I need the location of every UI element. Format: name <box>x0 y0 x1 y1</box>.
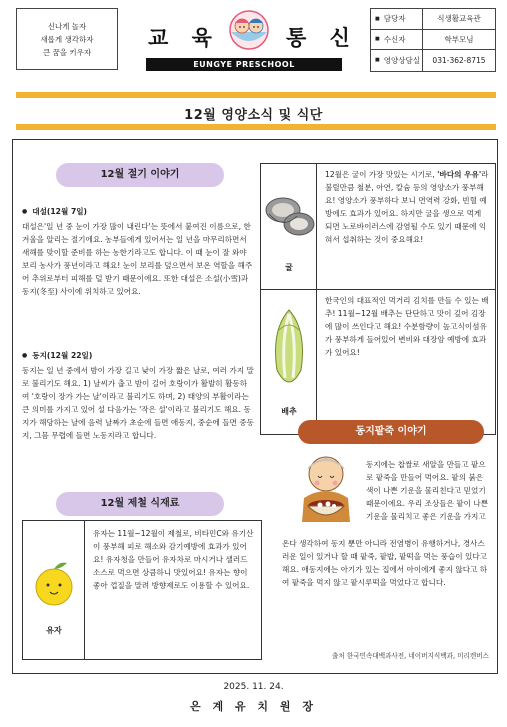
info-key: 수신자 <box>383 34 406 44</box>
highlighted-phrase: '바다의 우유' <box>437 170 482 179</box>
info-key: 담당자 <box>383 14 406 24</box>
info-value: 031-362-8715 <box>432 55 486 65</box>
info-row <box>371 50 495 71</box>
info-row <box>371 9 495 30</box>
issue-date: 2025. 11. 24. <box>223 682 284 692</box>
square-bullet-icon: ■ <box>375 36 380 43</box>
masthead-title-left: 교 육 <box>148 25 220 50</box>
top-accent-stripe <box>16 92 496 98</box>
motto-line-2: 새롭게 생각하자 <box>40 34 94 44</box>
seasonal-ingredient-heading: 12월 제철 식재료 <box>56 492 224 516</box>
seasonal-terms-heading: 12월 절기 이야기 <box>56 163 224 187</box>
newsletter-title: 12월 영양소식 및 식단 <box>184 108 323 123</box>
yuja-citron-icon <box>23 521 85 661</box>
newsletter-masthead <box>128 8 368 70</box>
masthead-title-right: 통 신 <box>286 25 358 50</box>
info-row <box>371 30 495 51</box>
contact-info-table <box>370 8 496 72</box>
food-info-table <box>260 163 496 435</box>
principal-signature: 은 계 유 치 원 장 <box>190 700 317 713</box>
motto-box <box>16 8 118 70</box>
term-text: 동지는 일 년 중에서 밤이 가장 길고 낮이 가장 짧은 날로, 여러 가지 말로 불리기도 해요. 1) 날씨가 춥고 밤이 길어 호랑이가 활발히 활동하여 '호랑이 장가 가는 날'이라고 불리기도 하며, 2) 태양의 부활이라는 큰 의미를 가지고 있어 설 다음가는 '작은 설'이라고 불리기도 해요. 동지가 해당하는 날에 음력 날짜가 초순에 들면 애동지, 중순에 들면 중동지, 그믐 무렵에 들면 노동지라고 합니다. <box>22 366 254 440</box>
food-text: 12월은 굴이 가장 맛있는 시기로, '바다의 우유'라 불릴만큼 철분, 아연, 칼슘 등의 영양소가 풍부해요! 영양소가 풍부하다 보니 면역력 강화, 빈혈 예방에도 효과가 있어요. 하지만 굴을 생으로 먹게 되면 노로바이러스에 감염될 수도 있기 때문에 익혀서 섭취하는 것이 중요해요! <box>325 170 489 244</box>
food-row-cabbage <box>261 290 495 436</box>
source-credit: 출처 한국민속대백과사전, 네이버지식백과, 미리캔버스 <box>332 652 489 660</box>
info-value: 식생활교육관 <box>437 14 481 24</box>
food-text: 한국인의 대표적인 먹거리 김치를 만들 수 있는 배추! 11월~12월 배추는 단단하고 맛이 깊어 김장에 많이 쓰인다고 해요! 수분함량이 높고식이섬유가 풍부하게 들어있어 변비와 대장암 예방에 효과가 있어요! <box>325 296 489 357</box>
porridge-text: 온다 생각하여 동지 뿐만 아니라 전염병이 유행하거나, 경사스러운 일이 있거나 할 때 팥죽, 팥밥, 팥떡을 먹는 풍습이 있다고 해요. 애동지에는 아기가 있는 집에서 아이에게 좋지 않다고 하여 팥죽을 먹지 않고 팥시루떡을 먹었다고 합니다. <box>282 539 488 587</box>
info-key: 영양상담실 <box>383 55 420 65</box>
school-name-bar: EUNGYE PRESCHOOL <box>146 58 342 71</box>
ingredient-text: 유자는 11월~12월이 제철로, 비타민C와 유기산이 풍부해 피로 해소와 감기예방에 효과가 있어요! 유자청을 만들어 유자차로 마시거나 샐러드 소스로 먹으면 상큼하니 맛있어요! 유자는 향이 좋아 껍질을 말려 방향제로도 이용할 수 있어요. <box>93 529 254 590</box>
ingredient-label: 유자 <box>46 626 62 635</box>
seasonal-term-daeseol <box>22 205 254 298</box>
school-logo-icon <box>225 10 273 54</box>
porridge-story-heading: 동지팥죽 이야기 <box>298 420 484 444</box>
motto-line-3: 큰 꿈을 키우자 <box>42 47 92 57</box>
food-label: 배추 <box>281 407 297 416</box>
porridge-story-long <box>282 537 492 589</box>
porridge-story-short <box>366 458 492 523</box>
term-text: 대설은'일 년 중 눈이 가장 많이 내린다'는 뜻에서 붙여진 이름으로, 한겨울을 알리는 절기에요. 농부들에게 있어서는 일 년을 마무리하면서 새해를 맞이할 준비를 하는 농한기라고도 합니다. 이 때 눈이 잘 와야 보리 농사가 풍년이라고 해요! 눈이 보리를 덮으면서 보온 역할을 해주어 추위로부터 피해를 덜 받기 때문이에요. 또한 대설은 소설(小雪)과 동지(冬至) 사이에 위치하고 있어요. <box>22 222 253 296</box>
food-row-oyster <box>261 164 495 290</box>
bottom-accent-stripe <box>16 124 496 130</box>
square-bullet-icon: ■ <box>375 57 380 64</box>
term-title: ● 동지(12월 22일) <box>22 349 254 363</box>
seasonal-ingredient-box <box>22 520 262 660</box>
motto-line-1: 신나게 놀자 <box>47 21 87 31</box>
grandmother-porridge-icon <box>290 452 362 526</box>
food-label: 굴 <box>285 263 293 272</box>
seasonal-term-dongji <box>22 349 254 442</box>
info-value: 학부모님 <box>444 34 474 44</box>
term-title: ● 대설(12월 7일) <box>22 205 254 219</box>
square-bullet-icon: ■ <box>375 15 380 22</box>
porridge-text: 동지에는 찹쌀로 새알을 만들고 팥으로 팥죽을 만들어 먹어요. 팥의 붉은 색이 나쁜 기운을 물리친다고 믿었기 때문이에요. 우리 조상들은 팥이 나쁜 기운을 물리치고 좋은 기운을 가지고 <box>366 460 489 521</box>
